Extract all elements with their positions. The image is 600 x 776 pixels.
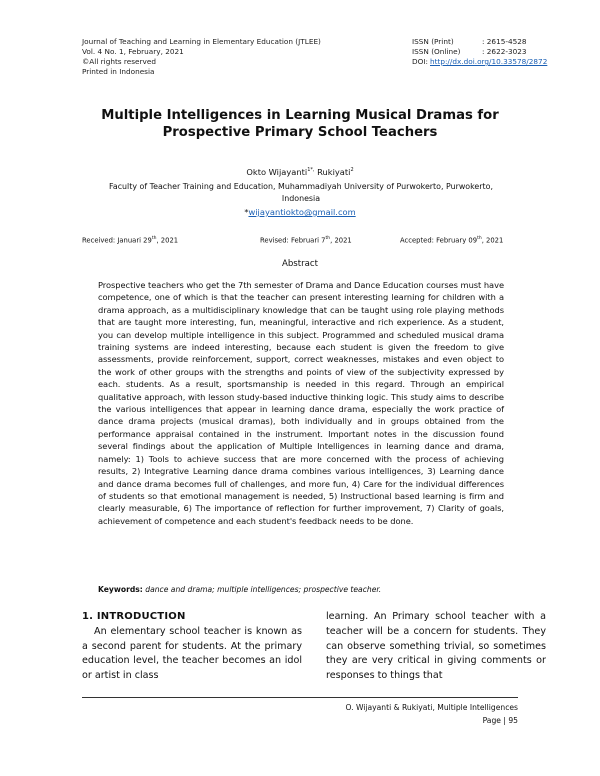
corresponding-email xyxy=(82,206,518,218)
issn-online-value: : 2622-3023 xyxy=(482,47,527,56)
author-list xyxy=(82,164,518,178)
doi-label: DOI: xyxy=(412,57,428,66)
keywords-label: Keywords: xyxy=(98,585,143,594)
running-title: O. Wijayanti & Rukiyati, Multiple Intelligences xyxy=(345,703,518,712)
issn-print-value: : 2615-4528 xyxy=(482,37,527,46)
revised-label: Revised: xyxy=(260,236,289,245)
footer-divider xyxy=(82,697,518,698)
received-sup: th xyxy=(151,236,157,241)
keywords-text: dance and drama; multiple intelligences; prospective teacher. xyxy=(145,585,382,594)
received-year: , 2021 xyxy=(156,236,179,245)
doi-link[interactable]: http://dx.doi.org/10.33578/2872 xyxy=(430,57,548,66)
issn-print-label: ISSN (Print) xyxy=(412,37,454,46)
paper-title-line-1: Multiple Intelligences in Learning Musical Dramas for xyxy=(101,108,499,123)
journal-name: Journal of Teaching and Learning in Elementary Education (JTLEE) xyxy=(82,37,321,46)
body-column-left xyxy=(82,610,302,684)
revised-date xyxy=(260,234,352,245)
journal-rights: ©All rights reserved xyxy=(82,57,156,66)
section-title: 1. INTRODUCTION xyxy=(82,611,186,622)
received-value: Januari 29 xyxy=(117,236,152,245)
paper-title-line-2: Prospective Primary School Teachers xyxy=(162,125,438,140)
body-column-right xyxy=(326,610,546,684)
accepted-value: February 09 xyxy=(436,236,478,245)
revised-year: , 2021 xyxy=(330,236,352,245)
revised-sup: th xyxy=(325,236,331,241)
received-date xyxy=(82,234,178,245)
intro-paragraph-left: An elementary school teacher is known as a second parent for students. At the primary education level, the teacher becomes an idol or artist in class xyxy=(82,625,302,682)
paper-title xyxy=(82,107,518,141)
revised-value: Februari 7 xyxy=(291,236,326,245)
accepted-label: Accepted: xyxy=(400,236,434,245)
issn-online-label: ISSN (Online) xyxy=(412,47,461,56)
journal-volume: Vol. 4 No. 1, February, 2021 xyxy=(82,47,184,56)
affiliation xyxy=(98,181,504,205)
journal-header-right xyxy=(412,37,547,67)
author-1: Okto Wijayanti xyxy=(246,166,308,177)
accepted-date xyxy=(400,234,503,245)
accepted-sup: th xyxy=(477,236,482,241)
affiliation-line-2: Indonesia xyxy=(281,194,321,203)
abstract-text: Prospective teachers who get the 7th semester of Drama and Dance Education courses must have competence, one of which is that the teacher can present interesting learning for children with a drama approach, as a multidisciplinary knowledge that can be taught using role playing methods that are taught more interesting, fun, meaningful, interactive and rich experience. As a student, you can develop multiple intelligence in this subject. Programmed and scheduled musical drama training systems are indeed interesting, because each student is given the freedom to give assessments, provide reinforcement, support, correct weaknesses, mistakes and even object to the work of other groups with the strengths and points of view of the subjectivity expressed by each. students. As a result, sportsmanship is needed in this regard. Through an empirical qualitative approach, with lesson study-based inductive thinking logic. This study aims to describe the various intelligences that appear in learning dance drama, especially the work practice of dance drama projects (musical dramas), both individually and in groups obtained from the performance appraisal contained in the instrument. Important notes in the discussion found several findings about the application of Multiple Intelligences in learning dance and drama, namely: 1) Tools to achieve success that are more concerned with the process of achieving results, 2) Integrative Learning dance drama combines various intelligences, 3) Learning dance and dance drama becomes full of challenges, and more fun, 4) Care for the individual differences of students so that emotional management is needed, 5) Instructional based learning is firm and clearly measurable, 6) The importance of reflection for further improvement, 7) Clarity of goals, achievement of competence and each student's feedback needs to be done. xyxy=(98,280,504,526)
author-2: Rukiyati xyxy=(317,166,351,177)
email-prefix: * xyxy=(244,207,249,217)
accepted-year: , 2021 xyxy=(481,236,504,245)
journal-printed: Printed in Indonesia xyxy=(82,67,155,76)
page-number: Page | 95 xyxy=(482,716,518,725)
received-label: Received: xyxy=(82,236,116,245)
email-link[interactable]: wijayantiokto@gmail.com xyxy=(248,207,356,217)
author-1-sup: 1*, xyxy=(307,167,315,173)
abstract-heading: Abstract xyxy=(281,259,319,269)
author-2-sup: 2 xyxy=(350,167,354,173)
keywords xyxy=(98,584,518,595)
page-footer xyxy=(345,701,518,727)
intro-paragraph-right: learning. An Primary school teacher with a teacher will be a concern for students. They can observe something trivial, so sometimes they are very critical in giving comments or responses to things that xyxy=(326,611,546,682)
journal-header-left xyxy=(82,37,321,77)
affiliation-line-1: Faculty of Teacher Training and Education, Muhammadiyah University of Purwokerto, Purwokerto, xyxy=(109,182,493,191)
